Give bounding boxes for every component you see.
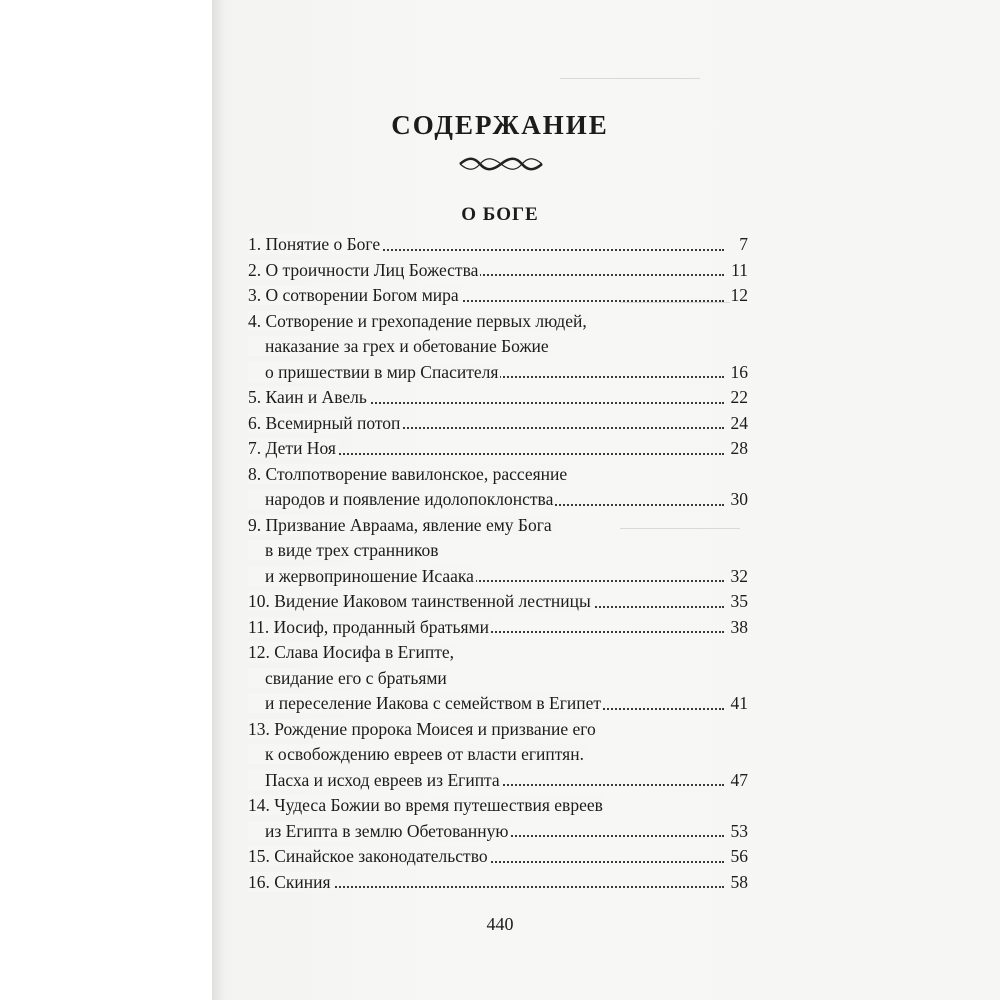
toc-entry — [248, 385, 748, 411]
toc-entry-page: 16 — [730, 360, 749, 386]
bleed-through-line — [560, 78, 700, 79]
toc-entry-page: 41 — [730, 691, 749, 717]
toc-entry-text: 3. О сотворении Богом мира — [248, 285, 459, 305]
table-of-contents — [248, 232, 748, 895]
toc-entry-page: 7 — [738, 232, 748, 258]
toc-entry — [248, 538, 748, 564]
toc-entry — [248, 513, 748, 539]
toc-entry-page: 47 — [730, 768, 749, 794]
page-title: СОДЕРЖАНИЕ — [391, 110, 609, 140]
toc-entry — [248, 691, 748, 717]
toc-entry-page: 53 — [730, 819, 749, 845]
toc-entry-text: 9. Призвание Авраама, явление ему Бога — [248, 514, 552, 535]
toc-entry — [248, 742, 748, 768]
toc-entry — [248, 870, 748, 896]
toc-entry-text: свидание его с братьями — [248, 668, 449, 688]
toc-entry — [248, 436, 748, 462]
toc-entry — [248, 793, 748, 819]
toc-entry-text: 16. Скиния — [248, 871, 331, 892]
toc-entry — [248, 411, 748, 437]
toc-entry-page: 11 — [730, 258, 748, 284]
toc-entry — [248, 768, 748, 794]
toc-entry-text: 14. Чудеса Божии во время путешествия евреев — [248, 795, 603, 815]
toc-entry-text: о пришествии в мир Спасителя — [248, 362, 500, 382]
toc-entry — [248, 615, 748, 641]
toc-entry — [248, 564, 748, 590]
toc-entry-page: 38 — [730, 615, 749, 641]
toc-entry — [248, 283, 748, 309]
toc-entry-text: и жервоприношение Исаака — [248, 566, 476, 586]
toc-entry-text: 12. Слава Иосифа в Египте, — [248, 642, 455, 662]
toc-entry-page: 32 — [730, 564, 749, 590]
toc-entry — [248, 334, 748, 360]
toc-entry — [248, 360, 748, 386]
toc-entry-text: в виде трех странников — [248, 540, 440, 560]
toc-entry-page: 56 — [730, 844, 749, 870]
toc-entry-page: 28 — [730, 436, 749, 462]
toc-entry-text: и переселение Иакова с семейством в Египет — [248, 693, 603, 713]
toc-entry — [248, 819, 748, 845]
toc-entry — [248, 717, 748, 743]
toc-entry-text: Пасха и исход евреев из Египта — [248, 770, 502, 790]
toc-entry-page: 30 — [730, 487, 749, 513]
toc-entry — [248, 589, 748, 615]
toc-entry-text: 11. Иосиф, проданный братьями — [248, 616, 489, 637]
toc-entry-page: 24 — [730, 411, 749, 437]
toc-entry-text: 6. Всемирный потоп — [248, 412, 401, 433]
toc-entry-text: 7. Дети Ноя — [248, 438, 336, 458]
page-number: 440 — [486, 914, 514, 934]
toc-entry — [248, 232, 748, 258]
toc-entry-text: к освобождению евреев от власти египтян. — [248, 744, 586, 764]
toc-entry-text: 2. О троичности Лиц Божества — [248, 259, 479, 280]
page-gutter-shadow — [212, 0, 226, 1000]
toc-entry-text: 4. Сотворение и грехопадение первых людей, — [248, 310, 587, 331]
toc-entry-text: 1. Понятие о Боге — [248, 234, 381, 254]
toc-entry-text: 15. Синайское законодательство — [248, 846, 488, 866]
toc-entry-text: 10. Видение Иаковом таинственной лестницы — [248, 591, 591, 611]
section-heading: О БОГЕ — [461, 204, 539, 225]
toc-entry — [248, 258, 748, 284]
toc-entry-page: 35 — [730, 589, 749, 615]
toc-entry — [248, 666, 748, 692]
toc-entry-page: 12 — [730, 283, 749, 309]
toc-entry-text: из Египта в землю Обетованную — [248, 821, 510, 841]
toc-entry — [248, 487, 748, 513]
toc-entry-text: народов и появление идолопоклонства — [248, 489, 555, 509]
toc-entry — [248, 462, 748, 488]
ornament-divider-icon — [458, 156, 544, 172]
toc-entry — [248, 640, 748, 666]
toc-entry-text: наказание за грех и обетование Божие — [248, 336, 551, 356]
toc-entry-page: 58 — [730, 870, 749, 896]
toc-entry-text: 13. Рождение пророка Моисея и призвание его — [248, 718, 596, 739]
toc-entry-page: 22 — [730, 385, 749, 411]
toc-entry — [248, 844, 748, 870]
toc-entry-text: 5. Каин и Авель — [248, 387, 367, 407]
toc-entry-text: 8. Столпотворение вавилонское, рассеяние — [248, 463, 568, 484]
toc-entry — [248, 309, 748, 335]
